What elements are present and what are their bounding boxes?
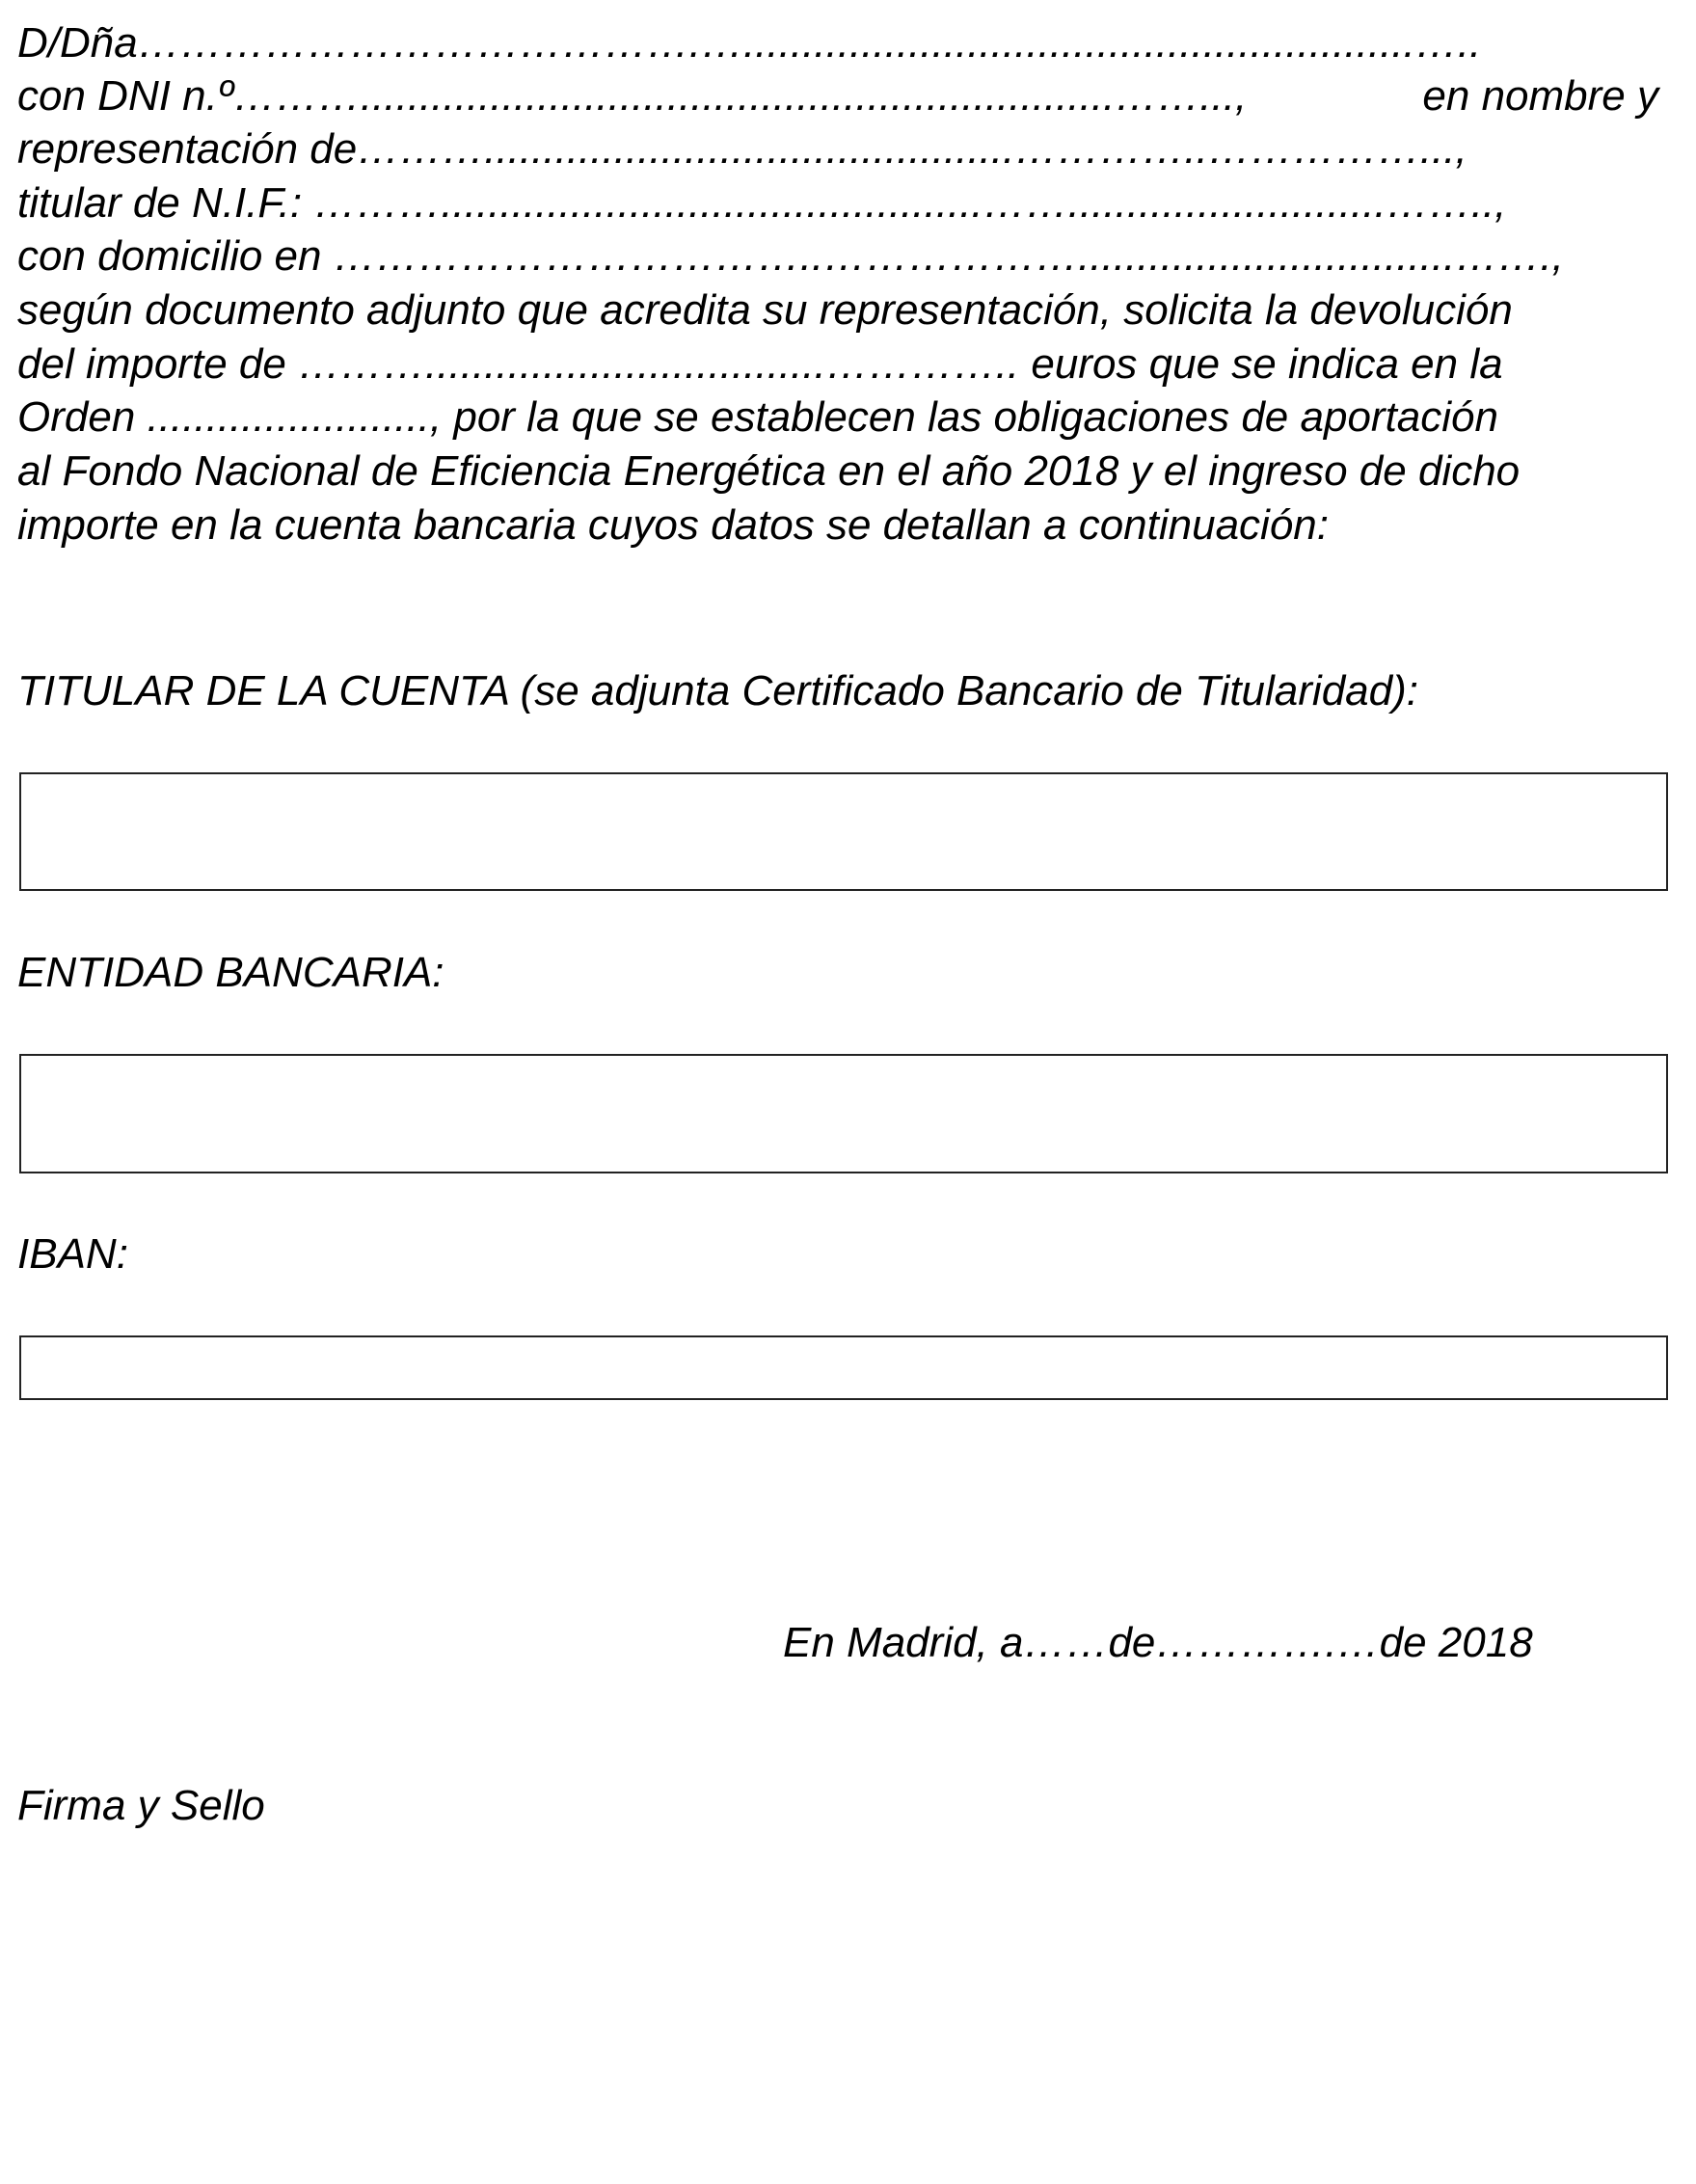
dni-line	[17, 70, 1658, 122]
iban-field[interactable]	[19, 1335, 1668, 1400]
iban-label: IBAN:	[17, 1230, 128, 1278]
bank-intro-line: importe en la cuenta bancaria cuyos datos se detallan a continuación:	[17, 501, 1329, 549]
amount-line: del importe de ………..................................………….. euros que se indica en la	[17, 340, 1503, 388]
place-date-line: En Madrid, a……de………….…de 2018	[783, 1619, 1533, 1666]
domicile-line: con domicilio en ……………………………..………………................................…….,	[17, 232, 1564, 280]
representation-line: representación de……….............................................…………..……………...,	[17, 125, 1467, 173]
dni-line-end: en nombre y	[1422, 72, 1658, 120]
order-line: Orden ........................, por la que se establecen las obligaciones de aportación	[17, 393, 1498, 441]
fund-line: al Fondo Nacional de Eficiencia Energética en el año 2018 y el ingreso de dicho	[17, 447, 1521, 495]
bank-entity-label: ENTIDAD BANCARIA:	[17, 949, 444, 996]
nif-line: titular de N.I.F.: ………..............................................……...........................……..,	[17, 179, 1507, 227]
account-holder-field[interactable]	[19, 772, 1668, 891]
bank-entity-field[interactable]	[19, 1054, 1668, 1173]
signature-label: Firma y Sello	[17, 1782, 265, 1829]
dni-line-start: con DNI n.º………................................................................……...,	[17, 72, 1248, 120]
name-line: D/Dña………………………………….….........................................................…..	[17, 19, 1482, 67]
account-holder-label: TITULAR DE LA CUENTA (se adjunta Certificado Bancario de Titularidad):	[17, 667, 1418, 715]
document-line: según documento adjunto que acredita su representación, solicita la devolución	[17, 286, 1513, 334]
